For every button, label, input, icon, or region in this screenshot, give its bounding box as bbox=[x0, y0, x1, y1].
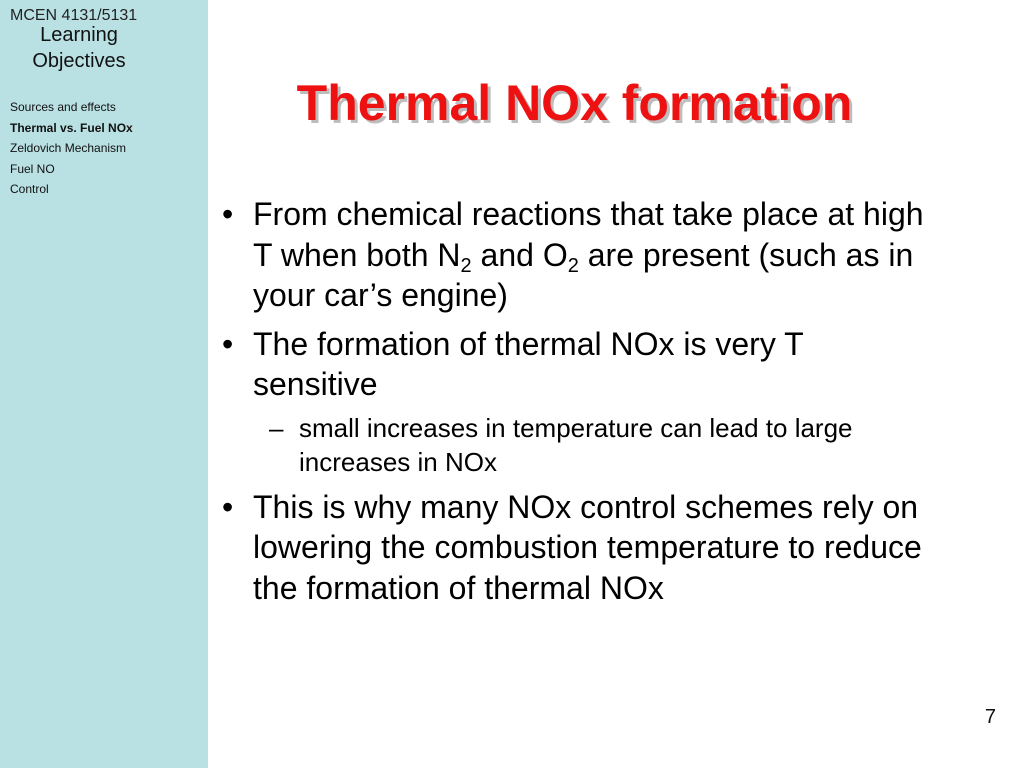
bullet-text: The formation of thermal NOx is very T sensitive bbox=[253, 325, 804, 402]
slide-content bbox=[216, 194, 936, 616]
sub-bullet-text: small increases in temperature can lead to large increases in NOx bbox=[299, 412, 853, 477]
bullet-list bbox=[216, 194, 936, 608]
sub-bullet-item bbox=[253, 411, 936, 479]
sidebar-heading-line2: Objectives bbox=[32, 50, 126, 72]
course-code: MCEN 4131/5131 bbox=[10, 7, 138, 24]
nav-item-thermal-vs-fuel-nox[interactable]: Thermal vs. Fuel NOx bbox=[10, 120, 133, 135]
bullet-text: This is why many NOx control schemes rely on lowering the combustion temperature to reduce the formation of thermal NOx bbox=[253, 488, 922, 606]
bullet-item bbox=[216, 324, 936, 479]
sidebar bbox=[0, 0, 208, 768]
learning-objectives-nav bbox=[10, 97, 133, 200]
bullet-marker: • bbox=[222, 488, 234, 525]
nav-item-zeldovich-mechanism[interactable]: Zeldovich Mechanism bbox=[10, 141, 127, 155]
subscript: 2 bbox=[567, 254, 579, 277]
sub-bullet-list bbox=[253, 411, 936, 479]
bullet-text: and O bbox=[471, 236, 568, 273]
sub-bullet-marker: – bbox=[269, 412, 284, 443]
bullet-marker: • bbox=[222, 196, 234, 232]
nav-item-fuel-no[interactable]: Fuel NO bbox=[10, 161, 55, 176]
bullet-text: From chemical reactions that take place at high T when both N bbox=[253, 196, 924, 273]
slide-title: Thermal NOx formation bbox=[296, 75, 853, 131]
bullet-text: are present (such as in your car’s engine) bbox=[253, 236, 914, 313]
sidebar-heading-line1: Learning bbox=[40, 24, 118, 46]
slide-number: 7 bbox=[984, 706, 996, 728]
subscript: 2 bbox=[460, 254, 472, 277]
bullet-item bbox=[216, 487, 936, 609]
bullet-marker: • bbox=[222, 325, 234, 362]
nav-item-sources-and-effects[interactable]: Sources and effects bbox=[10, 100, 116, 114]
sidebar-heading bbox=[0, 22, 158, 74]
nav-item-control[interactable]: Control bbox=[10, 182, 49, 196]
bullet-item bbox=[216, 194, 936, 316]
